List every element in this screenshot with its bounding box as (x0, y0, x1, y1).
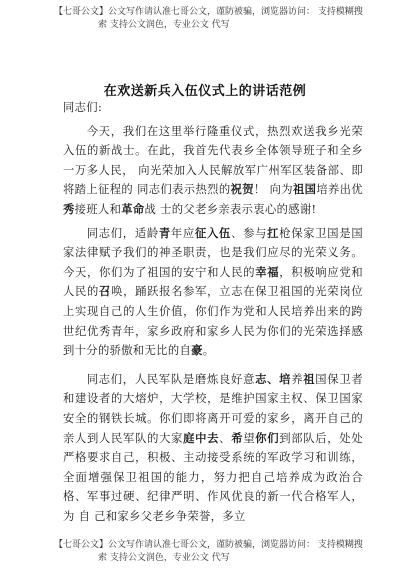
document-title: 在欢送新兵入伍仪式上的讲话范例 (103, 84, 307, 99)
p1-bold-h: 革命 (121, 201, 145, 216)
p3-text-i: 望 (243, 431, 256, 445)
p3-bold-j: 你们 (255, 430, 280, 445)
p2-text-i: ，积极响应党和人民的 (63, 265, 363, 299)
p3-bold-h: 希 (231, 430, 244, 445)
p1-text-e: 培养出优 (316, 183, 364, 197)
p2-bold-b: 青 (158, 225, 171, 240)
p2-bold-d: 征入伍 (194, 225, 232, 240)
paragraph-1 (63, 122, 363, 220)
paragraph-3 (63, 370, 363, 527)
p2-text-g: 枪保家卫国是国家法律赋予我们的神圣职责，也是我们应尽的光荣义务。今天，你们为了祖国的安宁和人民的 (63, 226, 364, 279)
p3-bold-b: 志、培 (255, 371, 292, 386)
p3-text-e: 国保卫者和建设者的大熔炉，大学校，是维护国家主权、保卫国家安全的钢铁长城。你们即将离开可爱的家乡，离开自己的亲人到人民军队的大家 (63, 372, 363, 445)
p2-text-a: 同志们，适龄 (86, 226, 159, 240)
p1-text-a: 今天，我们在这里举行隆重仪式，热烈欢送我乡光荣入伍的新战士。在此，我首先代表乡全体领导班子和全乡一万多人民， 向光荣加入人民解放军广州军区装备部、即将踏上征程的 同志们表示热烈的 (63, 124, 363, 197)
p2-text-k: 唤，踊跃报名参军，立志在保卫祖国的光荣岗位上实现自己的人生价值，你们作为党和人民培养出来的跨世纪优秀青年，家乡政府和家乡人民为你们的光荣选择感到十分的骄傲和无比的自 (63, 285, 363, 358)
salutation: 同志们: (63, 101, 103, 114)
p1-bold-b: 祝贺 (230, 182, 254, 197)
p3-bold-d: 祖 (303, 371, 316, 386)
p3-text-a: 同志们，人民军队是磨炼良好意 (86, 372, 256, 386)
p1-text-i: 战 士的父老乡亲表示衷心的感谢! (144, 202, 317, 216)
page-footer (54, 539, 380, 565)
header-line-2: 索 支持公文润色，专业公文 代写 (98, 20, 230, 30)
page-header (54, 6, 380, 32)
p1-text-c: ！ 向为 (253, 183, 293, 197)
p1-bold-f: 秀 (63, 201, 75, 216)
p2-bold-f: 扛 (267, 225, 280, 240)
p1-text-g: 接班人和 (74, 202, 122, 216)
p3-text-g: 、 (219, 431, 232, 445)
p2-text-e: 、参与 (231, 226, 268, 240)
header-line-1: 【七哥公文】公文写作请认准七哥公文，谨防被骗，浏览器访问： 支持模糊搜 (54, 7, 363, 17)
p3-bold-f: 庭中去 (183, 430, 220, 445)
p3-text-c: 养 (291, 372, 304, 386)
document-body (63, 98, 363, 526)
footer-line-1: 【七哥公文】公文写作请认准七哥公文，谨防被骗，浏览器访问： 支持模糊搜 (54, 540, 363, 550)
p2-text-m: 。 (202, 344, 215, 358)
p1-bold-d: 祖国 (292, 182, 317, 197)
p3-text-k: 到部队后，处处严格要求自己，积极、主动接受系统的军政学习和训练，全面增强保卫祖国的能力，努力把自己培养成为政治合格、军事过硬、纪律严明、作风优良的新一代合格军人，为 自 己和家乡父老乡争荣誉，多立 (63, 431, 363, 523)
p2-text-c: 年应 (170, 226, 195, 240)
p2-bold-l: 豪 (191, 343, 203, 358)
p2-bold-j: 召 (99, 284, 112, 299)
p2-bold-h: 幸福 (255, 264, 280, 279)
paragraph-2 (63, 224, 363, 361)
footer-line-2: 索 支持公文润色，专业公文 代写 (98, 553, 230, 563)
